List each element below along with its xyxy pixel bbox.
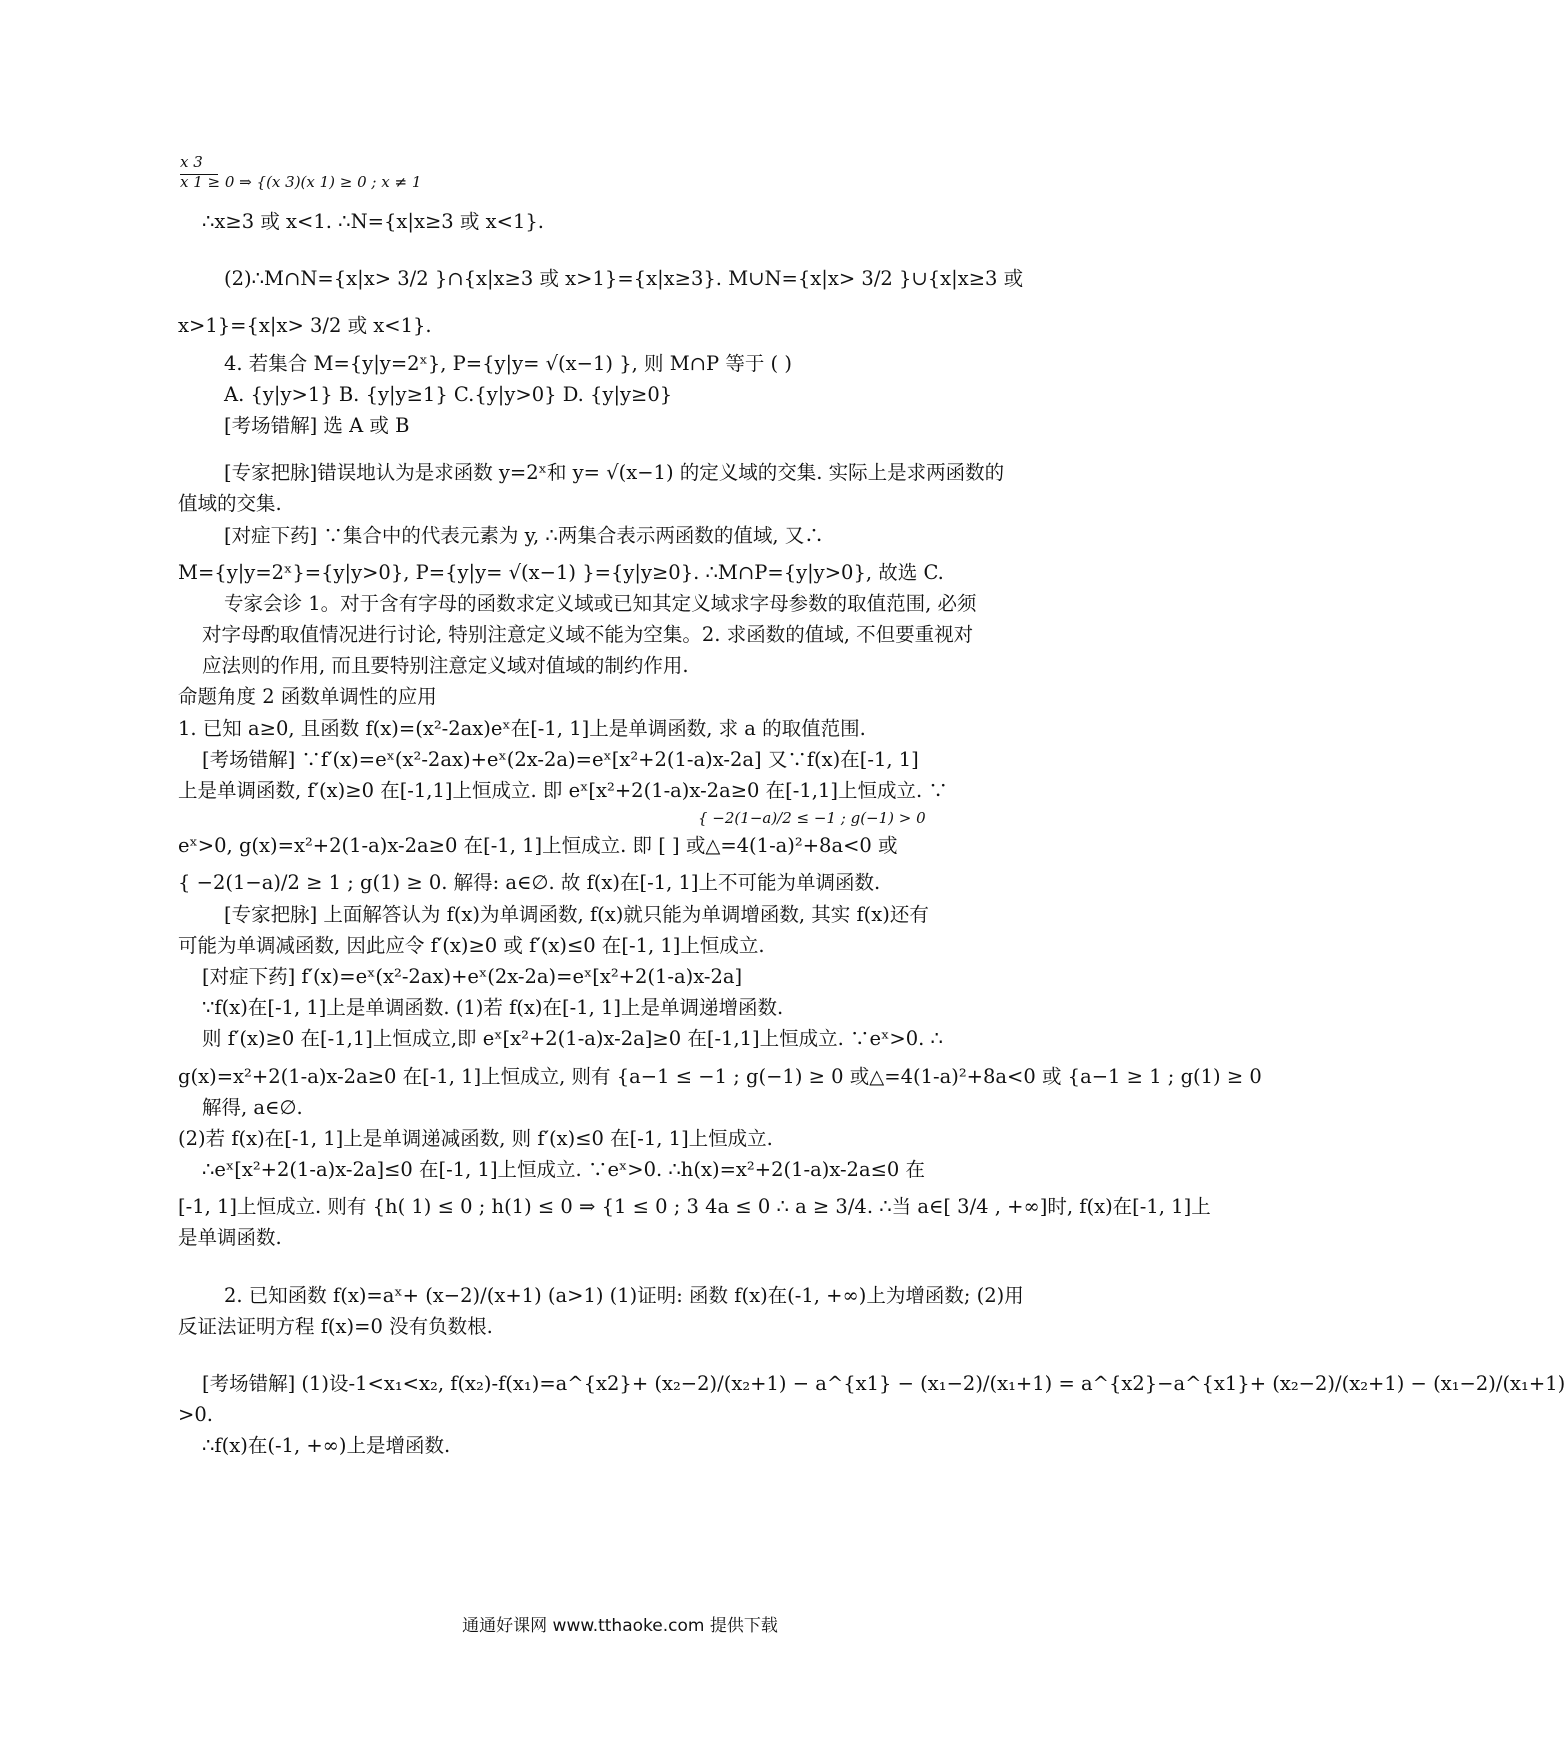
expert-analysis: [专家把脉] 上面解答认为 f(x)为单调函数, f(x)就只能为单调增函数, 其实 f(x)还有 <box>224 902 929 926</box>
expert-summary: 专家会诊 1。对于含有字母的函数求定义域或已知其定义域求字母参数的取值范围, 必须 <box>224 591 977 615</box>
text-line: ∴x≥3 或 x<1. ∴N={x|x≥3 或 x<1}. <box>202 210 544 233</box>
text-line: { −2(1−a)/2 ≥ 1 ; g(1) ≥ 0. 解得: a∈∅. 故 f(x)在[-1, 1]上不可能为单调函数. <box>178 871 881 895</box>
text-line: 应法则的作用, 而且要特别注意定义域对值域的制约作用. <box>202 654 689 678</box>
text-line: 值域的交集. <box>178 492 282 516</box>
correct-solution: [对症下药] f′(x)=eˣ(x²-2ax)+eˣ(2x-2a)=eˣ[x²+2(1-a)x-2a] <box>202 964 743 988</box>
exam-wrong-answer: [考场错解] 选 A 或 B <box>224 413 410 437</box>
text-line: 可能为单调减函数, 因此应令 f′(x)≥0 或 f′(x)≤0 在[-1, 1]上恒成立. <box>178 933 765 957</box>
text-line: M={y|y=2ˣ}={y|y>0}, P={y|y= √(x−1) }={y|y≥0}. ∴M∩P={y|y>0}, 故选 C. <box>178 560 944 584</box>
page-footer: 通通好课网 www.tthaoke.com 提供下载 <box>462 1616 778 1636</box>
text-line: 是单调函数. <box>178 1226 282 1250</box>
text-line: (2)∴M∩N={x|x> 3/2 }∩{x|x≥3 或 x>1}={x|x≥3}. M∪N={x|x> 3/2 }∪{x|x≥3 或 <box>224 267 1024 291</box>
question-options: A. {y|y>1} B. {y|y≥1} C.{y|y>0} D. {y|y≥0} <box>224 382 673 406</box>
formula-fraction-numerator: x 3 <box>180 150 218 175</box>
section-heading: 命题角度 2 函数单调性的应用 <box>178 685 437 709</box>
expert-analysis: [专家把脉]错误地认为是求函数 y=2ˣ和 y= √(x−1) 的定义域的交集. 实际上是求两函数的 <box>224 461 1005 485</box>
page-content <box>178 150 1565 1462</box>
question-4: 4. 若集合 M={y|y=2ˣ}, P={y|y= √(x−1) }, 则 M∩P 等于 ( ) <box>224 351 792 375</box>
text-line: >0. <box>178 1403 213 1427</box>
text-line: x>1}={x|x> 3/2 或 x<1}. <box>178 314 432 338</box>
text-line: [-1, 1]上恒成立. 则有 {h( 1) ≤ 0 ; h(1) ≤ 0 ⇒ {1 ≤ 0 ; 3 4a ≤ 0 ∴ a ≥ 3/4. ∴当 a∈[ 3/4 , +∞]时, f(x)在[-1, 1]上 <box>178 1195 1211 1219</box>
correct-solution: [对症下药] ∵集合中的代表元素为 y, ∴两集合表示两函数的值域, 又∴ <box>224 523 824 547</box>
text-line: 则 f′(x)≥0 在[-1,1]上恒成立,即 eˣ[x²+2(1-a)x-2a]≥0 在[-1,1]上恒成立. ∵eˣ>0. ∴ <box>202 1027 943 1051</box>
text-line: (2)若 f(x)在[-1, 1]上是单调递减函数, 则 f′(x)≤0 在[-1, 1]上恒成立. <box>178 1126 773 1150</box>
text-line: 解得, a∈∅. <box>202 1095 303 1119</box>
system-of-inequalities: { −2(1−a)/2 ≤ −1 ; g(−1) > 0 <box>698 809 926 828</box>
text-line: g(x)=x²+2(1-a)x-2a≥0 在[-1, 1]上恒成立, 则有 {a−1 ≤ −1 ; g(−1) ≥ 0 或△=4(1-a)²+8a<0 或 {a−1 ≥ 1 ; g(1) ≥ 0 <box>178 1064 1262 1088</box>
text-line: 反证法证明方程 f(x)=0 没有负数根. <box>178 1314 493 1338</box>
question-2: 2. 已知函数 f(x)=aˣ+ (x−2)/(x+1) (a>1) (1)证明: 函数 f(x)在(-1, +∞)上为增函数; (2)用 <box>224 1283 1024 1307</box>
exam-wrong-answer: [考场错解] ∵f′(x)=eˣ(x²-2ax)+eˣ(2x-2a)=eˣ[x²+2(1-a)x-2a] 又∵f(x)在[-1, 1] <box>202 747 919 771</box>
text-line: ∵f(x)在[-1, 1]上是单调函数. (1)若 f(x)在[-1, 1]上是单调递增函数. <box>202 996 784 1020</box>
text-line: eˣ>0, g(x)=x²+2(1-a)x-2a≥0 在[-1, 1]上恒成立. 即 [ ] 或△=4(1-a)²+8a<0 或 <box>178 834 898 858</box>
text-line: ∴f(x)在(-1, +∞)上是增函数. <box>202 1434 451 1458</box>
text-line: 上是单调函数, f′(x)≥0 在[-1,1]上恒成立. 即 eˣ[x²+2(1-a)x-2a≥0 在[-1,1]上恒成立. ∵ <box>178 779 948 802</box>
formula-block <box>178 150 1078 206</box>
text-line: ∴eˣ[x²+2(1-a)x-2a]≤0 在[-1, 1]上恒成立. ∵eˣ>0. ∴h(x)=x²+2(1-a)x-2a≤0 在 <box>202 1158 926 1182</box>
formula-fraction-rest: x 1 ≥ 0 ⇒ {(x 3)(x 1) ≥ 0 ; x ≠ 1 <box>180 173 422 191</box>
question-1: 1. 已知 a≥0, 且函数 f(x)=(x²-2ax)eˣ在[-1, 1]上是单调函数, 求 a 的取值范围. <box>178 716 866 740</box>
text-line: 对字母酌取值情况进行讨论, 特别注意定义域不能为空集。2. 求函数的值域, 不但要重视对 <box>202 623 974 647</box>
exam-wrong-answer: [考场错解] (1)设-1<x₁<x₂, f(x₂)-f(x₁)=a^{x2}+ (x₂−2)/(x₂+1) − a^{x1} − (x₁−2)/(x₁+1) = a^{x2}−a^{x1}+ (x₂−2)/(x₂+1) − (x₁−2)/(x₁+1) <box>202 1372 1565 1395</box>
